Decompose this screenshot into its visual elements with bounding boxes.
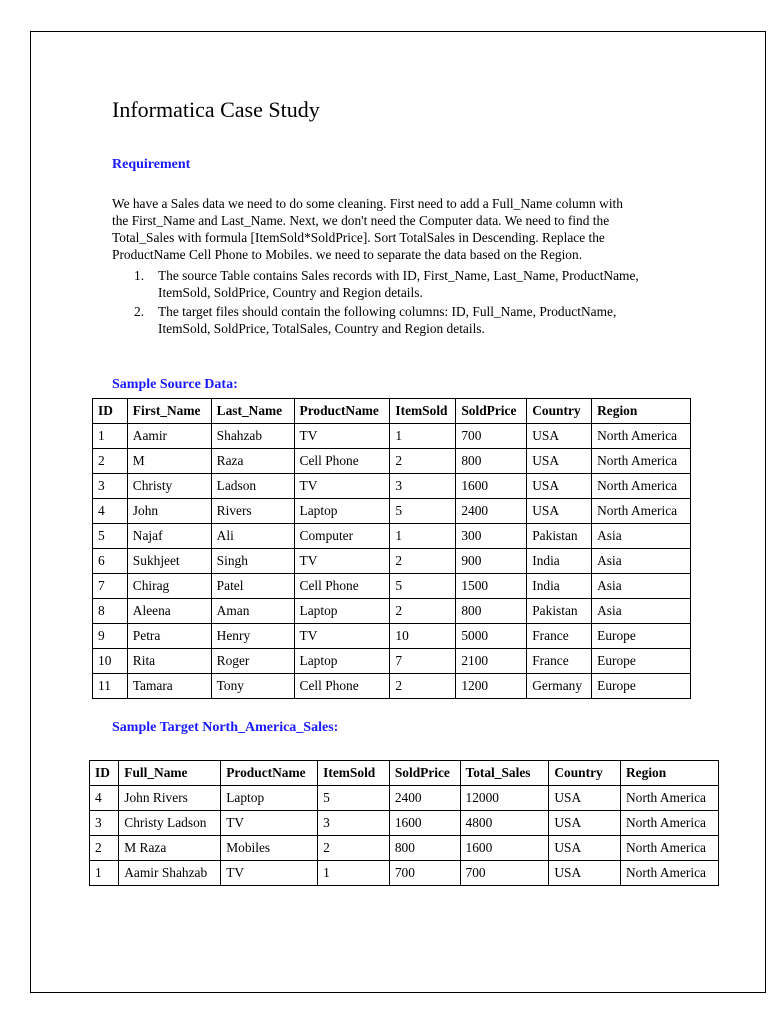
column-header: ProductName bbox=[294, 399, 390, 424]
table-row bbox=[93, 599, 691, 624]
table-cell: Aleena bbox=[127, 599, 211, 624]
table-cell: North America bbox=[621, 836, 719, 861]
table-row bbox=[93, 674, 691, 699]
table-cell: Rita bbox=[127, 649, 211, 674]
table-cell: 7 bbox=[390, 649, 456, 674]
column-header: Region bbox=[621, 761, 719, 786]
table-cell: Laptop bbox=[294, 649, 390, 674]
table-cell: Pakistan bbox=[527, 599, 592, 624]
table-cell: North America bbox=[621, 811, 719, 836]
table-cell: Aamir bbox=[127, 424, 211, 449]
table-cell: India bbox=[527, 574, 592, 599]
table-cell: 700 bbox=[389, 861, 460, 886]
target-data-table bbox=[89, 760, 719, 886]
table-cell: Henry bbox=[211, 624, 294, 649]
table-cell: Singh bbox=[211, 549, 294, 574]
table-cell: USA bbox=[527, 449, 592, 474]
table-row bbox=[93, 449, 691, 474]
table-cell: France bbox=[527, 624, 592, 649]
table-cell: TV bbox=[294, 474, 390, 499]
column-header: First_Name bbox=[127, 399, 211, 424]
table-row bbox=[93, 424, 691, 449]
table-cell: Tamara bbox=[127, 674, 211, 699]
table-cell: 7 bbox=[93, 574, 128, 599]
table-cell: Christy Ladson bbox=[119, 811, 221, 836]
table-cell: North America bbox=[592, 449, 691, 474]
table-cell: North America bbox=[592, 474, 691, 499]
table-cell: Mobiles bbox=[221, 836, 318, 861]
table-cell: 1 bbox=[318, 861, 390, 886]
table-cell: Rivers bbox=[211, 499, 294, 524]
table-cell: 5000 bbox=[456, 624, 527, 649]
table-cell: Raza bbox=[211, 449, 294, 474]
table-cell: 3 bbox=[318, 811, 390, 836]
table-cell: USA bbox=[549, 786, 621, 811]
table-cell: Roger bbox=[211, 649, 294, 674]
table-cell: USA bbox=[527, 474, 592, 499]
table-cell: Tony bbox=[211, 674, 294, 699]
table-cell: 3 bbox=[90, 811, 119, 836]
table-row bbox=[90, 836, 719, 861]
column-header: Region bbox=[592, 399, 691, 424]
table-cell: 8 bbox=[93, 599, 128, 624]
table-cell: Asia bbox=[592, 599, 691, 624]
table-cell: 4800 bbox=[460, 811, 549, 836]
table-cell: USA bbox=[527, 424, 592, 449]
table-cell: 1500 bbox=[456, 574, 527, 599]
table-cell: 1 bbox=[93, 424, 128, 449]
table-cell: Aamir Shahzab bbox=[119, 861, 221, 886]
table-cell: India bbox=[527, 549, 592, 574]
table-row bbox=[93, 549, 691, 574]
table-cell: Aman bbox=[211, 599, 294, 624]
table-cell: North America bbox=[592, 499, 691, 524]
table-cell: 2 bbox=[390, 599, 456, 624]
table-cell: Europe bbox=[592, 674, 691, 699]
table-cell: 1200 bbox=[456, 674, 527, 699]
table-cell: 1 bbox=[390, 524, 456, 549]
column-header: Total_Sales bbox=[460, 761, 549, 786]
table-cell: Patel bbox=[211, 574, 294, 599]
column-header: Country bbox=[527, 399, 592, 424]
table-cell: Cell Phone bbox=[294, 574, 390, 599]
table-row bbox=[90, 786, 719, 811]
column-header: Country bbox=[549, 761, 621, 786]
table-row bbox=[93, 524, 691, 549]
source-data-table bbox=[92, 398, 691, 699]
column-header: Last_Name bbox=[211, 399, 294, 424]
table-cell: Computer bbox=[294, 524, 390, 549]
table-cell: 300 bbox=[456, 524, 527, 549]
table-cell: USA bbox=[549, 836, 621, 861]
table-cell: 1600 bbox=[389, 811, 460, 836]
table-cell: 800 bbox=[456, 599, 527, 624]
table-cell: 700 bbox=[456, 424, 527, 449]
column-header: ItemSold bbox=[318, 761, 390, 786]
table-cell: USA bbox=[549, 861, 621, 886]
table-cell: North America bbox=[621, 861, 719, 886]
table-row bbox=[90, 811, 719, 836]
table-cell: 10 bbox=[93, 649, 128, 674]
requirement-list bbox=[112, 267, 672, 339]
table-cell: Ladson bbox=[211, 474, 294, 499]
table-row bbox=[93, 624, 691, 649]
table-cell: Laptop bbox=[294, 599, 390, 624]
table-cell: 6 bbox=[93, 549, 128, 574]
table-cell: 3 bbox=[390, 474, 456, 499]
table-cell: TV bbox=[221, 811, 318, 836]
table-cell: 4 bbox=[93, 499, 128, 524]
table-cell: Asia bbox=[592, 549, 691, 574]
table-cell: John bbox=[127, 499, 211, 524]
table-cell: USA bbox=[549, 811, 621, 836]
column-header: ID bbox=[90, 761, 119, 786]
table-cell: 2100 bbox=[456, 649, 527, 674]
table-cell: Asia bbox=[592, 524, 691, 549]
table-cell: Cell Phone bbox=[294, 674, 390, 699]
requirement-item bbox=[112, 267, 672, 301]
table-cell: 5 bbox=[390, 499, 456, 524]
table-cell: Shahzab bbox=[211, 424, 294, 449]
table-cell: 4 bbox=[90, 786, 119, 811]
table-cell: 2 bbox=[93, 449, 128, 474]
table-cell: M bbox=[127, 449, 211, 474]
table-row bbox=[90, 861, 719, 886]
table-cell: 2 bbox=[318, 836, 390, 861]
table-header-row bbox=[93, 399, 691, 424]
table-row bbox=[93, 649, 691, 674]
table-cell: 1 bbox=[390, 424, 456, 449]
column-header: ID bbox=[93, 399, 128, 424]
table-cell: 1600 bbox=[456, 474, 527, 499]
table-cell: M Raza bbox=[119, 836, 221, 861]
requirement-item bbox=[112, 303, 672, 337]
table-header-row bbox=[90, 761, 719, 786]
table-cell: Pakistan bbox=[527, 524, 592, 549]
table-cell: Chirag bbox=[127, 574, 211, 599]
table-cell: 800 bbox=[456, 449, 527, 474]
column-header: Full_Name bbox=[119, 761, 221, 786]
requirement-item-text: The target files should contain the following columns: ID, Full_Name, ProductName, ItemSold, SoldPrice, TotalSales, Country and Region details. bbox=[158, 304, 617, 336]
column-header: SoldPrice bbox=[389, 761, 460, 786]
table-cell: 900 bbox=[456, 549, 527, 574]
requirement-item-number: 2. bbox=[134, 304, 145, 319]
table-cell: 11 bbox=[93, 674, 128, 699]
table-cell: Sukhjeet bbox=[127, 549, 211, 574]
table-cell: 2400 bbox=[456, 499, 527, 524]
requirement-item-text: The source Table contains Sales records with ID, First_Name, Last_Name, ProductName, ItemSold, SoldPrice, Country and Region details. bbox=[158, 268, 639, 300]
table-cell: France bbox=[527, 649, 592, 674]
column-header: ProductName bbox=[221, 761, 318, 786]
table-row bbox=[93, 474, 691, 499]
table-cell: Cell Phone bbox=[294, 449, 390, 474]
requirement-item-number: 1. bbox=[134, 268, 145, 283]
table-cell: John Rivers bbox=[119, 786, 221, 811]
table-cell: North America bbox=[592, 424, 691, 449]
table-cell: 1 bbox=[90, 861, 119, 886]
table-cell: 800 bbox=[389, 836, 460, 861]
table-row bbox=[93, 574, 691, 599]
table-cell: Europe bbox=[592, 649, 691, 674]
column-header: ItemSold bbox=[390, 399, 456, 424]
table-cell: 12000 bbox=[460, 786, 549, 811]
table-cell: Laptop bbox=[294, 499, 390, 524]
table-cell: TV bbox=[294, 549, 390, 574]
table-cell: Petra bbox=[127, 624, 211, 649]
table-cell: 2 bbox=[390, 549, 456, 574]
table-cell: North America bbox=[621, 786, 719, 811]
table-cell: 9 bbox=[93, 624, 128, 649]
table-cell: Asia bbox=[592, 574, 691, 599]
table-cell: Laptop bbox=[221, 786, 318, 811]
table-cell: TV bbox=[221, 861, 318, 886]
table-cell: 3 bbox=[93, 474, 128, 499]
table-cell: 700 bbox=[460, 861, 549, 886]
table-cell: 2400 bbox=[389, 786, 460, 811]
table-cell: Germany bbox=[527, 674, 592, 699]
table-cell: Christy bbox=[127, 474, 211, 499]
table-cell: TV bbox=[294, 624, 390, 649]
table-cell: 2 bbox=[90, 836, 119, 861]
table-cell: Najaf bbox=[127, 524, 211, 549]
table-cell: USA bbox=[527, 499, 592, 524]
table-cell: 2 bbox=[390, 674, 456, 699]
column-header: SoldPrice bbox=[456, 399, 527, 424]
table-cell: 10 bbox=[390, 624, 456, 649]
table-cell: TV bbox=[294, 424, 390, 449]
table-cell: Ali bbox=[211, 524, 294, 549]
table-row bbox=[93, 499, 691, 524]
table-cell: 5 bbox=[318, 786, 390, 811]
table-cell: 5 bbox=[93, 524, 128, 549]
requirement-paragraph: We have a Sales data we need to do some cleaning. First need to add a Full_Name column with the First_Name and Last_Name. Next, we don't need the Computer data. We need to find the Total_Sales with formula [ItemSold*SoldPrice]. Sort TotalSales in Descending. Replace the ProductName Cell Phone to Mobiles. we need to separate the data based on the Region. bbox=[112, 196, 623, 262]
table-cell: 1600 bbox=[460, 836, 549, 861]
document-title: Informatica Case Study bbox=[112, 97, 320, 122]
target-data-heading: Sample Target North_America_Sales: bbox=[112, 720, 339, 735]
table-cell: 5 bbox=[390, 574, 456, 599]
requirement-heading: Requirement bbox=[112, 157, 191, 172]
table-cell: Europe bbox=[592, 624, 691, 649]
table-cell: 2 bbox=[390, 449, 456, 474]
source-data-heading: Sample Source Data: bbox=[112, 377, 238, 392]
